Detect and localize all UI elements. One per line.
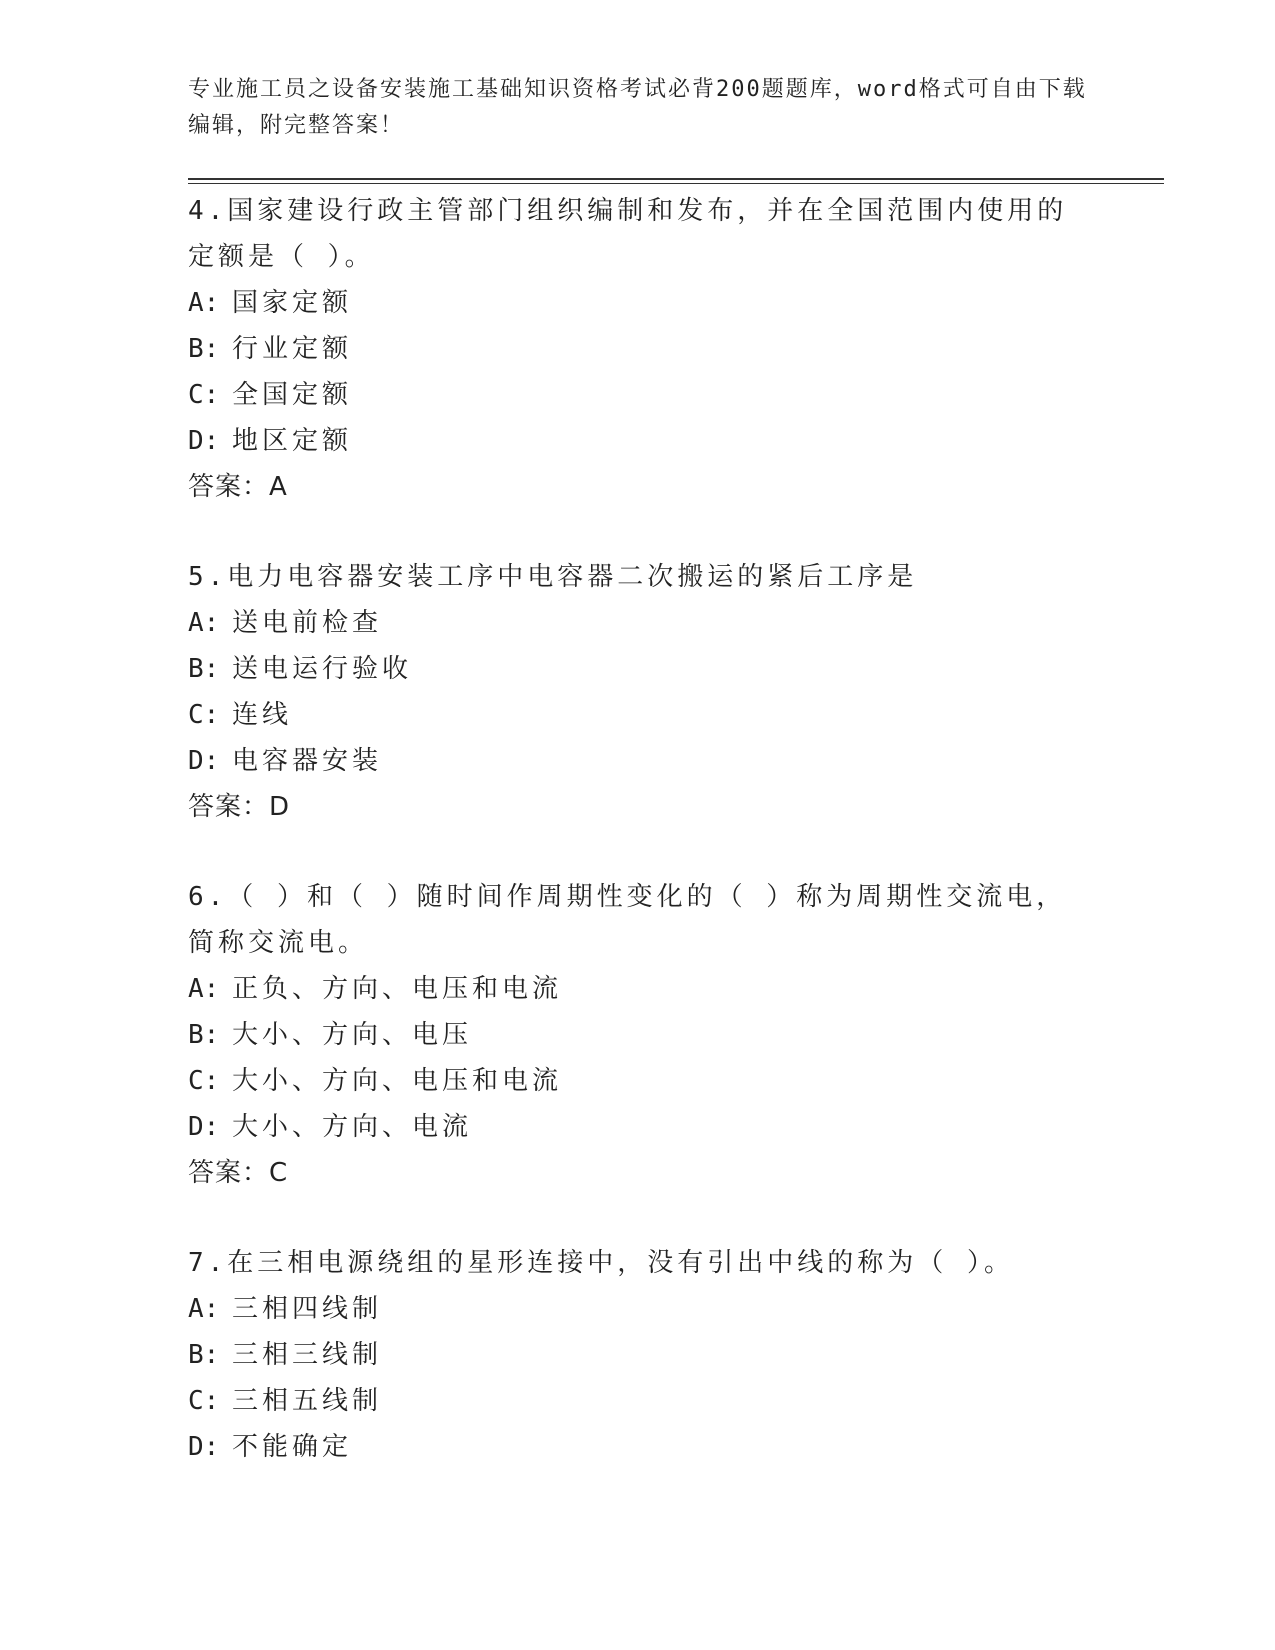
- option-d: [188, 738, 1088, 784]
- question-stem: 7.在三相电源绕组的星形连接中，没有引出中线的称为（ ）。: [188, 1248, 1014, 1278]
- option-d: [188, 418, 1088, 464]
- option-letter: B:: [188, 334, 220, 364]
- question-list: [188, 188, 1088, 1514]
- option-text: 正负、方向、电压和电流: [232, 974, 563, 1004]
- option-letter: D:: [188, 426, 220, 456]
- option-text: 三相三线制: [232, 1340, 383, 1370]
- answer-line: 答案：C: [188, 1158, 289, 1188]
- answer-line: 答案：A: [188, 472, 288, 502]
- option-letter: B:: [188, 654, 220, 684]
- option-text: 送电运行验收: [232, 654, 413, 684]
- option-text: 国家定额: [232, 288, 353, 318]
- option-text: 地区定额: [232, 426, 353, 456]
- option-letter: B:: [188, 1020, 220, 1050]
- option-letter: C:: [188, 380, 220, 410]
- question-4: [188, 188, 1088, 510]
- header-divider-thin: [188, 183, 1164, 184]
- option-d: [188, 1104, 1088, 1150]
- option-text: 大小、方向、电流: [232, 1112, 473, 1142]
- option-c: [188, 1058, 1088, 1104]
- option-b: [188, 646, 1088, 692]
- option-text: 不能确定: [232, 1432, 353, 1462]
- answer-line: 答案：D: [188, 792, 291, 822]
- question-stem: 5.电力电容器安装工序中电容器二次搬运的紧后工序是: [188, 562, 918, 592]
- option-letter: D:: [188, 1432, 220, 1462]
- option-c: [188, 692, 1088, 738]
- option-letter: A:: [188, 288, 220, 318]
- option-a: [188, 1286, 1088, 1332]
- option-letter: D:: [188, 746, 220, 776]
- question-5: [188, 554, 1088, 830]
- option-b: [188, 1012, 1088, 1058]
- option-text: 大小、方向、电压: [232, 1020, 473, 1050]
- document-header: 专业施工员之设备安装施工基础知识资格考试必背200题题库，word格式可自由下载编辑，附完整答案！: [188, 77, 1087, 138]
- option-b: [188, 1332, 1088, 1378]
- question-7: [188, 1240, 1088, 1470]
- option-text: 行业定额: [232, 334, 353, 364]
- option-letter: A:: [188, 608, 220, 638]
- option-letter: A:: [188, 1294, 220, 1324]
- option-text: 全国定额: [232, 380, 353, 410]
- question-stem: 4.国家建设行政主管部门组织编制和发布，并在全国范围内使用的定额是（ ）。: [188, 196, 1068, 272]
- option-b: [188, 326, 1088, 372]
- question-6: [188, 874, 1088, 1196]
- option-letter: C:: [188, 1066, 220, 1096]
- question-stem: 6.（ ）和（ ）随时间作周期性变化的（ ）称为周期性交流电，简称交流电。: [188, 882, 1067, 958]
- option-a: [188, 280, 1088, 326]
- option-letter: D:: [188, 1112, 220, 1142]
- option-text: 电容器安装: [232, 746, 383, 776]
- option-text: 三相五线制: [232, 1386, 383, 1416]
- option-letter: C:: [188, 700, 220, 730]
- option-d: [188, 1424, 1088, 1470]
- option-text: 三相四线制: [232, 1294, 383, 1324]
- option-letter: C:: [188, 1386, 220, 1416]
- option-text: 大小、方向、电压和电流: [232, 1066, 563, 1096]
- option-a: [188, 600, 1088, 646]
- option-text: 连线: [232, 700, 293, 730]
- option-letter: A:: [188, 974, 220, 1004]
- header-divider-thick: [188, 178, 1164, 180]
- option-a: [188, 966, 1088, 1012]
- option-text: 送电前检查: [232, 608, 383, 638]
- option-letter: B:: [188, 1340, 220, 1370]
- option-c: [188, 1378, 1088, 1424]
- option-c: [188, 372, 1088, 418]
